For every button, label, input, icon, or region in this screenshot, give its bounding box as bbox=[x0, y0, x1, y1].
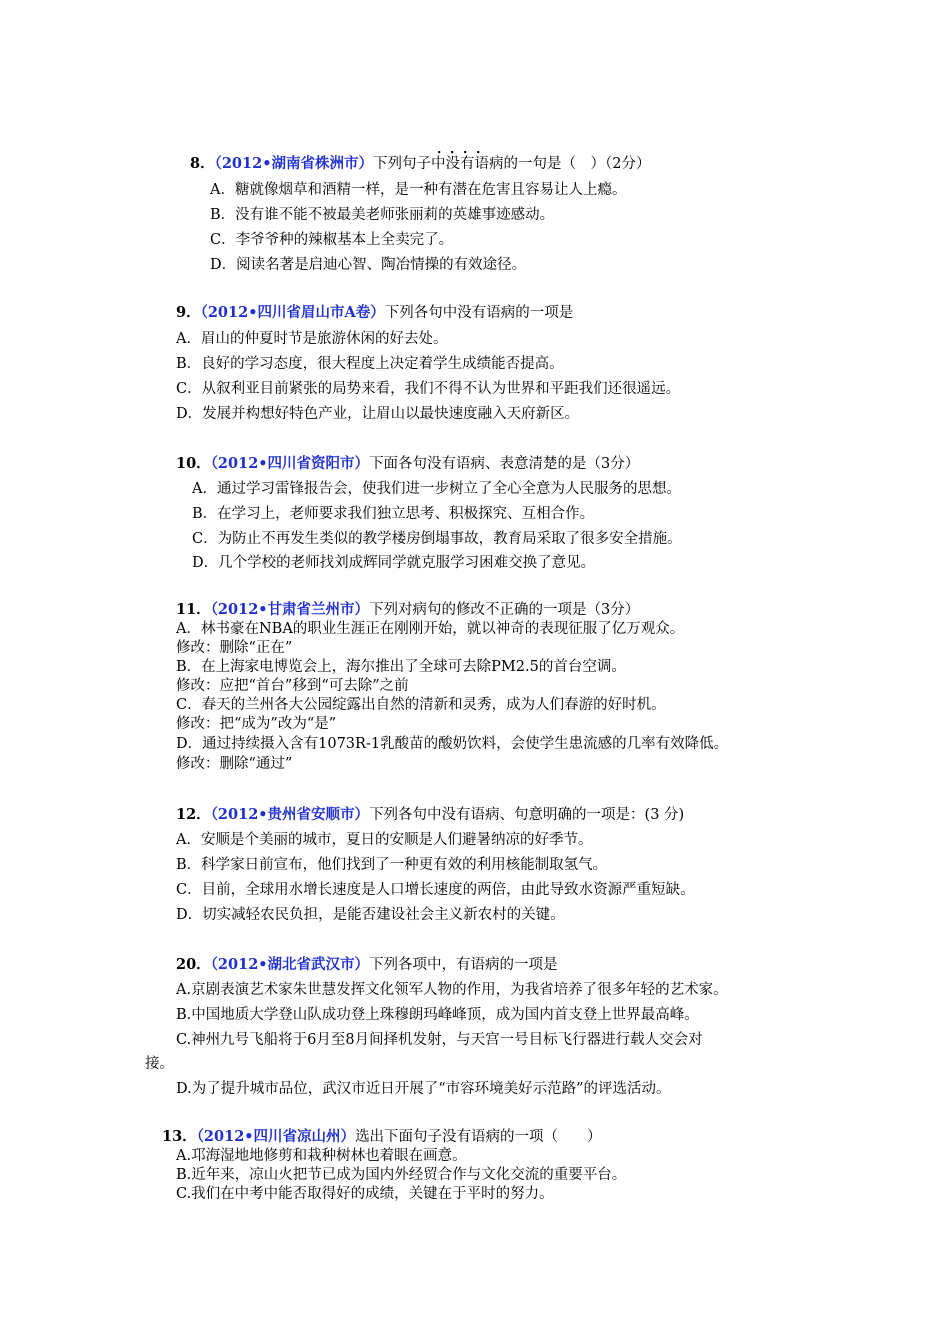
question-9-stem bbox=[176, 303, 573, 323]
option-b: B.中国地质大学登山队成功登上珠穆朗玛峰峰顶，成为国内首支登上世界最高峰。 bbox=[176, 1007, 699, 1023]
option-c: C．目前，全球用水增长速度是人口增长速度的两倍，由此导致水资源严重短缺。 bbox=[176, 882, 695, 898]
option-a: A．糖就像烟草和酒精一样，是一种有潜在危害且容易让人上瘾。 bbox=[210, 182, 627, 198]
question-stem-text: 下面各句没有语病、表意清楚的是（3分） bbox=[369, 456, 640, 472]
option-b: B．科学家日前宣布，他们找到了一种更有效的利用核能制取氢气。 bbox=[176, 857, 608, 873]
option-c-continued: 接。 bbox=[145, 1056, 174, 1072]
question-source: （2012•四川省凉山州） bbox=[196, 1128, 356, 1145]
option-d: D．阅读名著是启迪心智、陶冶情操的有效途径。 bbox=[210, 257, 527, 273]
option-b: B.近年来，凉山火把节已成为国内外经贸合作与文化交流的重要平台。 bbox=[176, 1167, 627, 1183]
option-a: A．安顺是个美丽的城市，夏日的安顺是人们避暑纳凉的好季节。 bbox=[176, 832, 593, 848]
question-source: （2012•贵州省安顺市） bbox=[210, 806, 370, 823]
question-source: （2012•甘肃省兰州市） bbox=[210, 601, 370, 618]
emphasis-dots: ．．．． bbox=[437, 141, 496, 157]
option-d: D．通过持续摄入含有1073R-1乳酸苗的酸奶饮料，会使学生患流感的几率有效降低。 bbox=[176, 736, 729, 752]
question-source: （2012•湖北省武汉市） bbox=[210, 956, 370, 973]
fix-a: 修改：删除“正在” bbox=[176, 640, 293, 656]
question-source: （2012•四川省资阳市） bbox=[210, 455, 370, 472]
question-source: （2012•四川省眉山市A卷） bbox=[200, 304, 385, 321]
option-c: C．从叙利亚目前紧张的局势来看，我们不得不认为世界和平距我们还很遥远。 bbox=[176, 381, 681, 397]
fix-c: 修改：把“成为”改为“是” bbox=[176, 716, 337, 732]
question-8-stem bbox=[190, 154, 650, 174]
option-c: C.我们在中考中能否取得好的成绩，关键在于平时的努力。 bbox=[176, 1186, 554, 1202]
question-20-stem bbox=[176, 955, 558, 975]
option-b: B．在上海家电博览会上，海尔推出了全球可去除PM2.5的首台空调。 bbox=[176, 659, 626, 675]
option-d: D.为了提升城市品位，武汉市近日开展了“市容环境美好示范路”的评选活动。 bbox=[176, 1081, 671, 1097]
question-number: 11． bbox=[176, 601, 211, 618]
question-number: 13． bbox=[162, 1128, 197, 1145]
option-c: C．李爷爷种的辣椒基本上全卖完了。 bbox=[210, 232, 454, 248]
question-stem-text: 下列对病句的修改不正确的一项是（3分） bbox=[369, 602, 640, 618]
question-stem-text: 下列各句中没有语病的一项是 bbox=[384, 305, 574, 321]
option-d: D．几个学校的老师找刘成辉同学就克服学习困难交换了意见。 bbox=[192, 555, 596, 571]
question-stem-text: 下列句子中没有语病的一句是（ ）（2分） bbox=[372, 156, 651, 172]
question-10-stem bbox=[176, 454, 639, 474]
option-c: C.神州九号飞船将于6月至8月间择机发射，与天宫一号目标飞行器进行载人交会对 bbox=[176, 1032, 703, 1048]
question-number: 10． bbox=[176, 455, 211, 472]
question-11-stem bbox=[176, 600, 639, 620]
question-source: （2012•湖南省株洲市） bbox=[214, 155, 373, 172]
option-d: D．切实减轻农民负担，是能否建设社会主义新农村的关键。 bbox=[176, 907, 565, 923]
question-number: 12． bbox=[176, 806, 211, 823]
question-number: 20． bbox=[176, 956, 211, 973]
question-12-stem bbox=[176, 805, 684, 825]
option-a: A.京剧表演艺术家朱世慧发挥文化领军人物的作用，为我省培养了很多年轻的艺术家。 bbox=[176, 982, 728, 998]
question-number: 9． bbox=[176, 304, 201, 321]
option-b: B．在学习上，老师要求我们独立思考、积极探究、互相合作。 bbox=[192, 506, 595, 522]
option-a: A．林书豪在NBA的职业生涯正在刚刚开始，就以神奇的表现征服了亿万观众。 bbox=[176, 621, 685, 637]
question-number: 8． bbox=[190, 155, 215, 172]
question-stem-text: 下列各句中没有语病、句意明确的一项是：(3 分) bbox=[369, 807, 685, 823]
fix-b: 修改：应把“首台”移到“可去除”之前 bbox=[176, 678, 409, 694]
question-stem-text: 选出下面句子没有语病的一项（ ） bbox=[355, 1129, 602, 1145]
question-stem-text: 下列各项中，有语病的一项是 bbox=[369, 957, 558, 973]
option-a: A．通过学习雷锋报告会，使我们进一步树立了全心全意为人民服务的思想。 bbox=[192, 481, 681, 497]
option-b: B．良好的学习态度，很大程度上决定着学生成绩能否提高。 bbox=[176, 356, 564, 372]
option-a: A．眉山的仲夏时节是旅游休闲的好去处。 bbox=[176, 331, 448, 347]
option-c: C．春天的兰州各大公园绽露出自然的清新和灵秀，成为人们春游的好时机。 bbox=[176, 697, 666, 713]
option-b: B．没有谁不能不被最美老师张丽莉的英雄事迹感动。 bbox=[210, 207, 555, 223]
fix-d: 修改：删除“通过” bbox=[176, 756, 293, 772]
option-a: A.邛海湿地地修剪和栽种树林也着眼在画意。 bbox=[176, 1148, 467, 1164]
question-13-stem bbox=[162, 1127, 602, 1147]
option-d: D．发展并构想好特色产业，让眉山以最快速度融入天府新区。 bbox=[176, 406, 580, 422]
option-c: C．为防止不再发生类似的教学楼房倒塌事故，教育局采取了很多安全措施。 bbox=[192, 531, 682, 547]
